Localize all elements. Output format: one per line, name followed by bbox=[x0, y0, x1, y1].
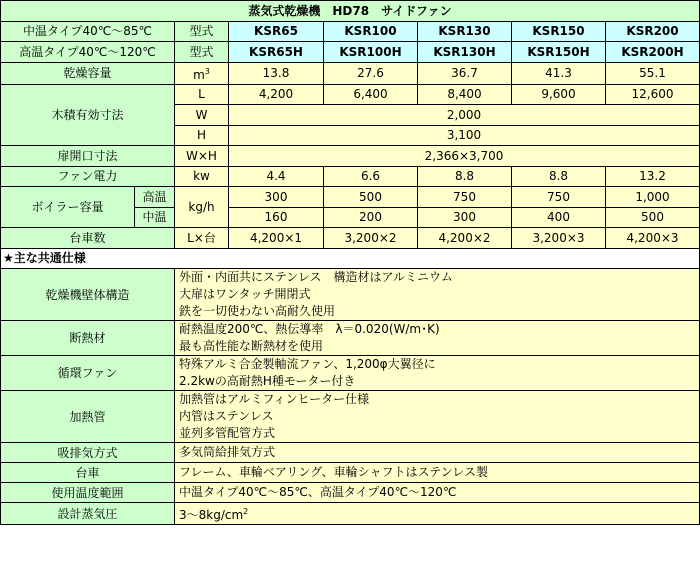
fan-label: ファン電力 bbox=[1, 166, 175, 187]
common-specs-table bbox=[0, 249, 700, 526]
value-cell: 750 bbox=[418, 187, 512, 208]
door-row bbox=[1, 146, 700, 167]
spec-label: 使用温度範囲 bbox=[1, 483, 175, 503]
value-cell: 55.1 bbox=[606, 62, 700, 84]
spec-label: 吸排気方式 bbox=[1, 443, 175, 463]
value-cell: 6,400 bbox=[324, 84, 418, 105]
boiler-high-label: 高温 bbox=[135, 187, 175, 208]
spec-row bbox=[1, 463, 700, 483]
spec-label: 台車 bbox=[1, 463, 175, 483]
model-cell: KSR200H bbox=[606, 42, 700, 63]
value-cell: 500 bbox=[324, 187, 418, 208]
spec-label: 加熱管 bbox=[1, 391, 175, 443]
high-model-row bbox=[1, 42, 700, 63]
title-row bbox=[1, 1, 700, 22]
value-cell: 400 bbox=[512, 207, 606, 228]
carts-unit: L×台 bbox=[175, 228, 229, 249]
spec-row bbox=[1, 356, 700, 391]
spec-label: 設計蒸気圧 bbox=[1, 503, 175, 525]
type-word: 型式 bbox=[175, 21, 229, 42]
value-cell: 3,200×2 bbox=[324, 228, 418, 249]
spec-value: 多気筒給排気方式 bbox=[175, 443, 700, 463]
spec-row bbox=[1, 391, 700, 443]
value-cell: 1,000 bbox=[606, 187, 700, 208]
value-cell: 12,600 bbox=[606, 84, 700, 105]
value-cell: 750 bbox=[512, 187, 606, 208]
spec-value: フレーム、車輪ベアリング、車輪シャフトはステンレス製 bbox=[175, 463, 700, 483]
spec-value: 外面・内面共にステンレス 構造材はアルミニウム 大扉はワンタッチ開閉式 鉄を一切使わない高耐久使用 bbox=[175, 269, 700, 321]
spec-table bbox=[0, 0, 700, 249]
spec-row bbox=[1, 483, 700, 503]
spec-value: $3\sim 8kg/cm^2$ bbox=[175, 503, 700, 525]
value-cell: 8,400 bbox=[418, 84, 512, 105]
boiler-mid-label: 中温 bbox=[135, 207, 175, 228]
value-cell: 300 bbox=[418, 207, 512, 228]
value-cell: 13.8 bbox=[229, 62, 324, 84]
value-cell: 41.3 bbox=[512, 62, 606, 84]
value-cell: 27.6 bbox=[324, 62, 418, 84]
door-label: 扉開口寸法 bbox=[1, 146, 175, 167]
page-title: 蒸気式乾燥機 HD78 サイドファン bbox=[1, 1, 700, 22]
spec-row bbox=[1, 321, 700, 356]
boiler-label: ボイラー容量 bbox=[1, 187, 135, 228]
value-cell: 200 bbox=[324, 207, 418, 228]
value-cell: 3,200×3 bbox=[512, 228, 606, 249]
value-cell: 4,200×1 bbox=[229, 228, 324, 249]
timber-label: 木積有効寸法 bbox=[1, 84, 175, 146]
fan-row bbox=[1, 166, 700, 187]
model-cell: KSR65 bbox=[229, 21, 324, 42]
value-cell: 4,200 bbox=[229, 84, 324, 105]
fan-unit: kw bbox=[175, 166, 229, 187]
mid-type-label: 中温タイプ40℃～85℃ bbox=[1, 21, 175, 42]
value-cell: 36.7 bbox=[418, 62, 512, 84]
type-word: 型式 bbox=[175, 42, 229, 63]
spec-row bbox=[1, 443, 700, 463]
model-cell: KSR65H bbox=[229, 42, 324, 63]
value-cell: 3,100 bbox=[229, 125, 700, 146]
spec-value: 加熱管はアルミフィンヒーター仕様 内管はステンレス 並列多管配管方式 bbox=[175, 391, 700, 443]
spec-label: 循環ファン bbox=[1, 356, 175, 391]
value-cell: 500 bbox=[606, 207, 700, 228]
unit-H: H bbox=[175, 125, 229, 146]
value-cell: 300 bbox=[229, 187, 324, 208]
model-cell: KSR100H bbox=[324, 42, 418, 63]
unit-L: L bbox=[175, 84, 229, 105]
timber-L-row bbox=[1, 84, 700, 105]
boiler-high-row bbox=[1, 187, 700, 208]
carts-row bbox=[1, 228, 700, 249]
door-unit: W×H bbox=[175, 146, 229, 167]
value-cell: 4,200×3 bbox=[606, 228, 700, 249]
value-cell: 2,000 bbox=[229, 105, 700, 126]
specs-heading: ★主な共通仕様 bbox=[1, 249, 700, 269]
model-cell: KSR100 bbox=[324, 21, 418, 42]
spec-label: 断熱材 bbox=[1, 321, 175, 356]
value-cell: 6.6 bbox=[324, 166, 418, 187]
capacity-label: 乾燥容量 bbox=[1, 62, 175, 84]
model-cell: KSR150H bbox=[512, 42, 606, 63]
capacity-row bbox=[1, 62, 700, 84]
model-cell: KSR130H bbox=[418, 42, 512, 63]
specs-heading-row bbox=[1, 249, 700, 269]
mid-model-row bbox=[1, 21, 700, 42]
unit-W: W bbox=[175, 105, 229, 126]
value-cell: 8.8 bbox=[418, 166, 512, 187]
spec-row bbox=[1, 269, 700, 321]
value-cell: 8.8 bbox=[512, 166, 606, 187]
spec-value: 特殊アルミ合金製軸流ファン、1,200φ大翼径に 2.2kwの高耐熱H種モーター付き bbox=[175, 356, 700, 391]
value-cell: 4,200×2 bbox=[418, 228, 512, 249]
spec-row bbox=[1, 503, 700, 525]
value-cell: 9,600 bbox=[512, 84, 606, 105]
model-cell: KSR200 bbox=[606, 21, 700, 42]
spec-value: 耐熱温度200℃、熱伝導率 λ＝0.020(W/m･K) 最も高性能な断熱材を使用 bbox=[175, 321, 700, 356]
value-cell: 13.2 bbox=[606, 166, 700, 187]
boiler-unit: kg/h bbox=[175, 187, 229, 228]
model-cell: KSR130 bbox=[418, 21, 512, 42]
model-cell: KSR150 bbox=[512, 21, 606, 42]
carts-label: 台車数 bbox=[1, 228, 175, 249]
value-cell: 4.4 bbox=[229, 166, 324, 187]
high-type-label: 高温タイプ40℃～120℃ bbox=[1, 42, 175, 63]
value-cell: 160 bbox=[229, 207, 324, 228]
spec-label: 乾燥機壁体構造 bbox=[1, 269, 175, 321]
spec-value: 中温タイプ40℃～85℃、高温タイプ40℃～120℃ bbox=[175, 483, 700, 503]
value-cell: 2,366×3,700 bbox=[229, 146, 700, 167]
capacity-unit: $m^3$ bbox=[175, 62, 229, 84]
